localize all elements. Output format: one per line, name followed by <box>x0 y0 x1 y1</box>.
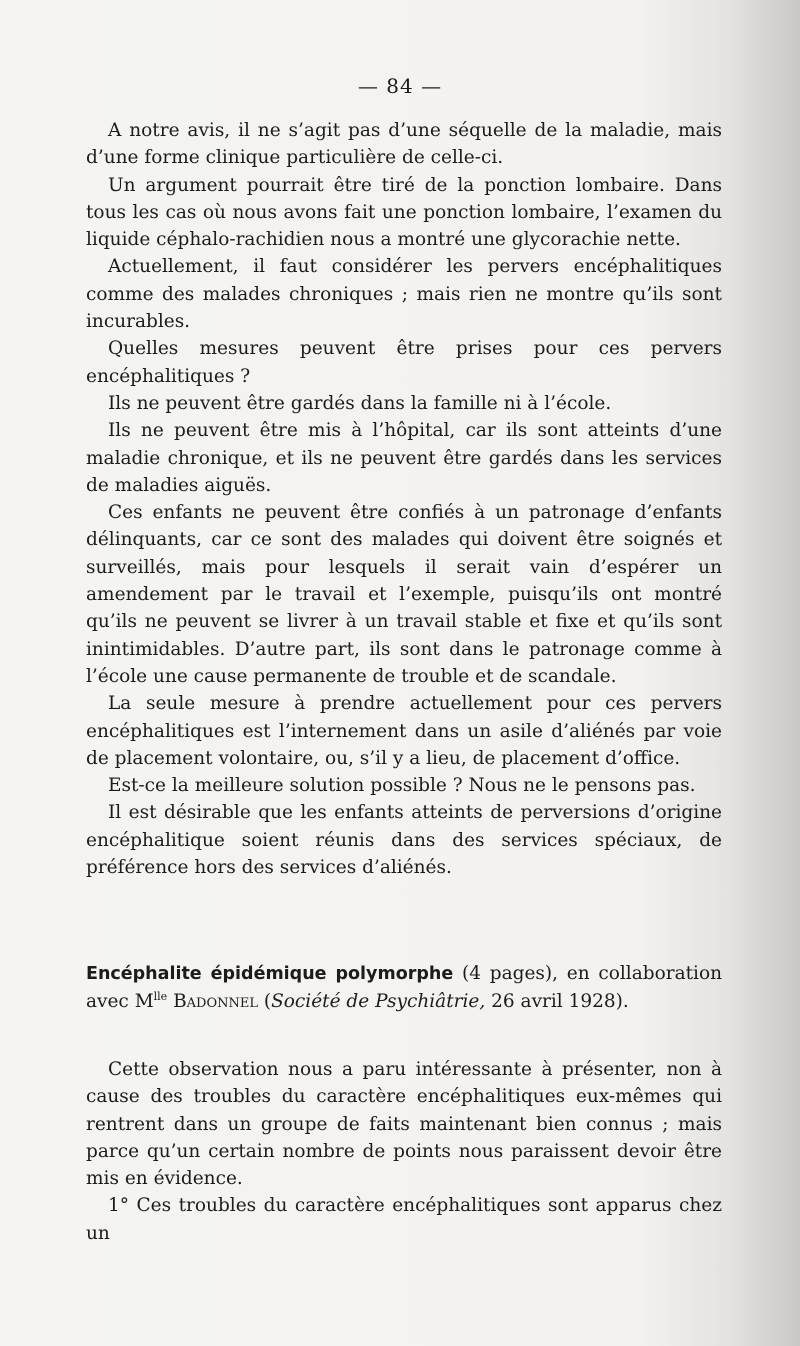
coauthor-name: Badonnel <box>167 991 259 1013</box>
coauthor-title-sup: lle <box>153 990 168 1004</box>
page-count: (4 pages), en collaboration avec <box>86 963 722 1013</box>
paragraph: Cette observation nous a paru intéressante à présenter, non à cause des troubles du caractère encéphalitiques eux-mêmes qui rentrent dans un groupe de faits maintenant bien connus ; mais parce qu’un certain nombre de points nous paraissent devoir être mis en évidence. <box>86 1059 722 1190</box>
text-section-conclusions <box>86 117 722 881</box>
open-paren: ( <box>258 991 272 1013</box>
bibliographic-heading <box>86 960 722 1016</box>
publication-date: 26 avril 1928). <box>485 991 629 1013</box>
paragraph: Quelles mesures peuvent être prises pour ces pervers encéphalitiques ? <box>86 338 722 387</box>
paragraph: Il est désirable que les enfants atteints de perversions d’origine encéphalitique soient réunis dans des services spéciaux, de préférence hors des services d’aliénés. <box>86 802 722 879</box>
paragraph: Est-ce la meilleure solution possible ? Nous ne le pensons pas. <box>108 775 696 797</box>
paragraph: Ils ne peuvent être gardés dans la famille ni à l’école. <box>108 392 612 414</box>
paragraph: Un argument pourrait être tiré de la ponction lombaire. Dans tous les cas où nous avons fait une ponction lombaire, l’examen du liquide céphalo-rachidien nous a montré une glycorachie nette. <box>86 174 722 251</box>
paragraph: 1° Ces troubles du caractère encéphalitiques sont apparus chez un <box>86 1195 722 1244</box>
article-title: Encéphalite épidémique polymorphe <box>86 964 454 984</box>
heading-line <box>86 960 722 1016</box>
text-section-observation <box>86 1056 722 1247</box>
paragraph: Ils ne peuvent être mis à l’hôpital, car ils sont atteints d’une maladie chronique, et ils ne peuvent être gardés dans les services de maladies aiguës. <box>86 420 722 496</box>
page-number: — 84 — <box>357 74 443 98</box>
journal-name: Société de Psychiâtrie, <box>271 991 486 1013</box>
paragraph: Actuellement, il faut considérer les pervers encéphalitiques comme des malades chroniques ; mais rien ne montre qu’ils sont incurables. <box>86 256 722 333</box>
paragraph: La seule mesure à prendre actuellement pour ces pervers encéphalitiques est l’internement dans un asile d’aliénés par voie de placement volontaire, ou, s’il y a lieu, de placement d’office. <box>86 693 722 769</box>
coauthor-prefix: M <box>134 991 154 1013</box>
paragraph: Ces enfants ne peuvent être confiés à un patronage d’enfants délinquants, car ce sont des malades qui doivent être soignés et surveillés, mais pour lesquels il serait vain d’espérer un amendement par le travail et l’exemple, puisqu’ils ont montré qu’ils ne peuvent se livrer à un travail stable et fixe et qu’ils sont inintimidables. D’autre part, ils sont dans le patronage comme à l’école une cause permanente de trouble et de scandale. <box>86 502 722 687</box>
paragraph: A notre avis, il ne s’agit pas d’une séquelle de la maladie, mais d’une forme clinique particulière de celle-ci. <box>86 120 722 169</box>
